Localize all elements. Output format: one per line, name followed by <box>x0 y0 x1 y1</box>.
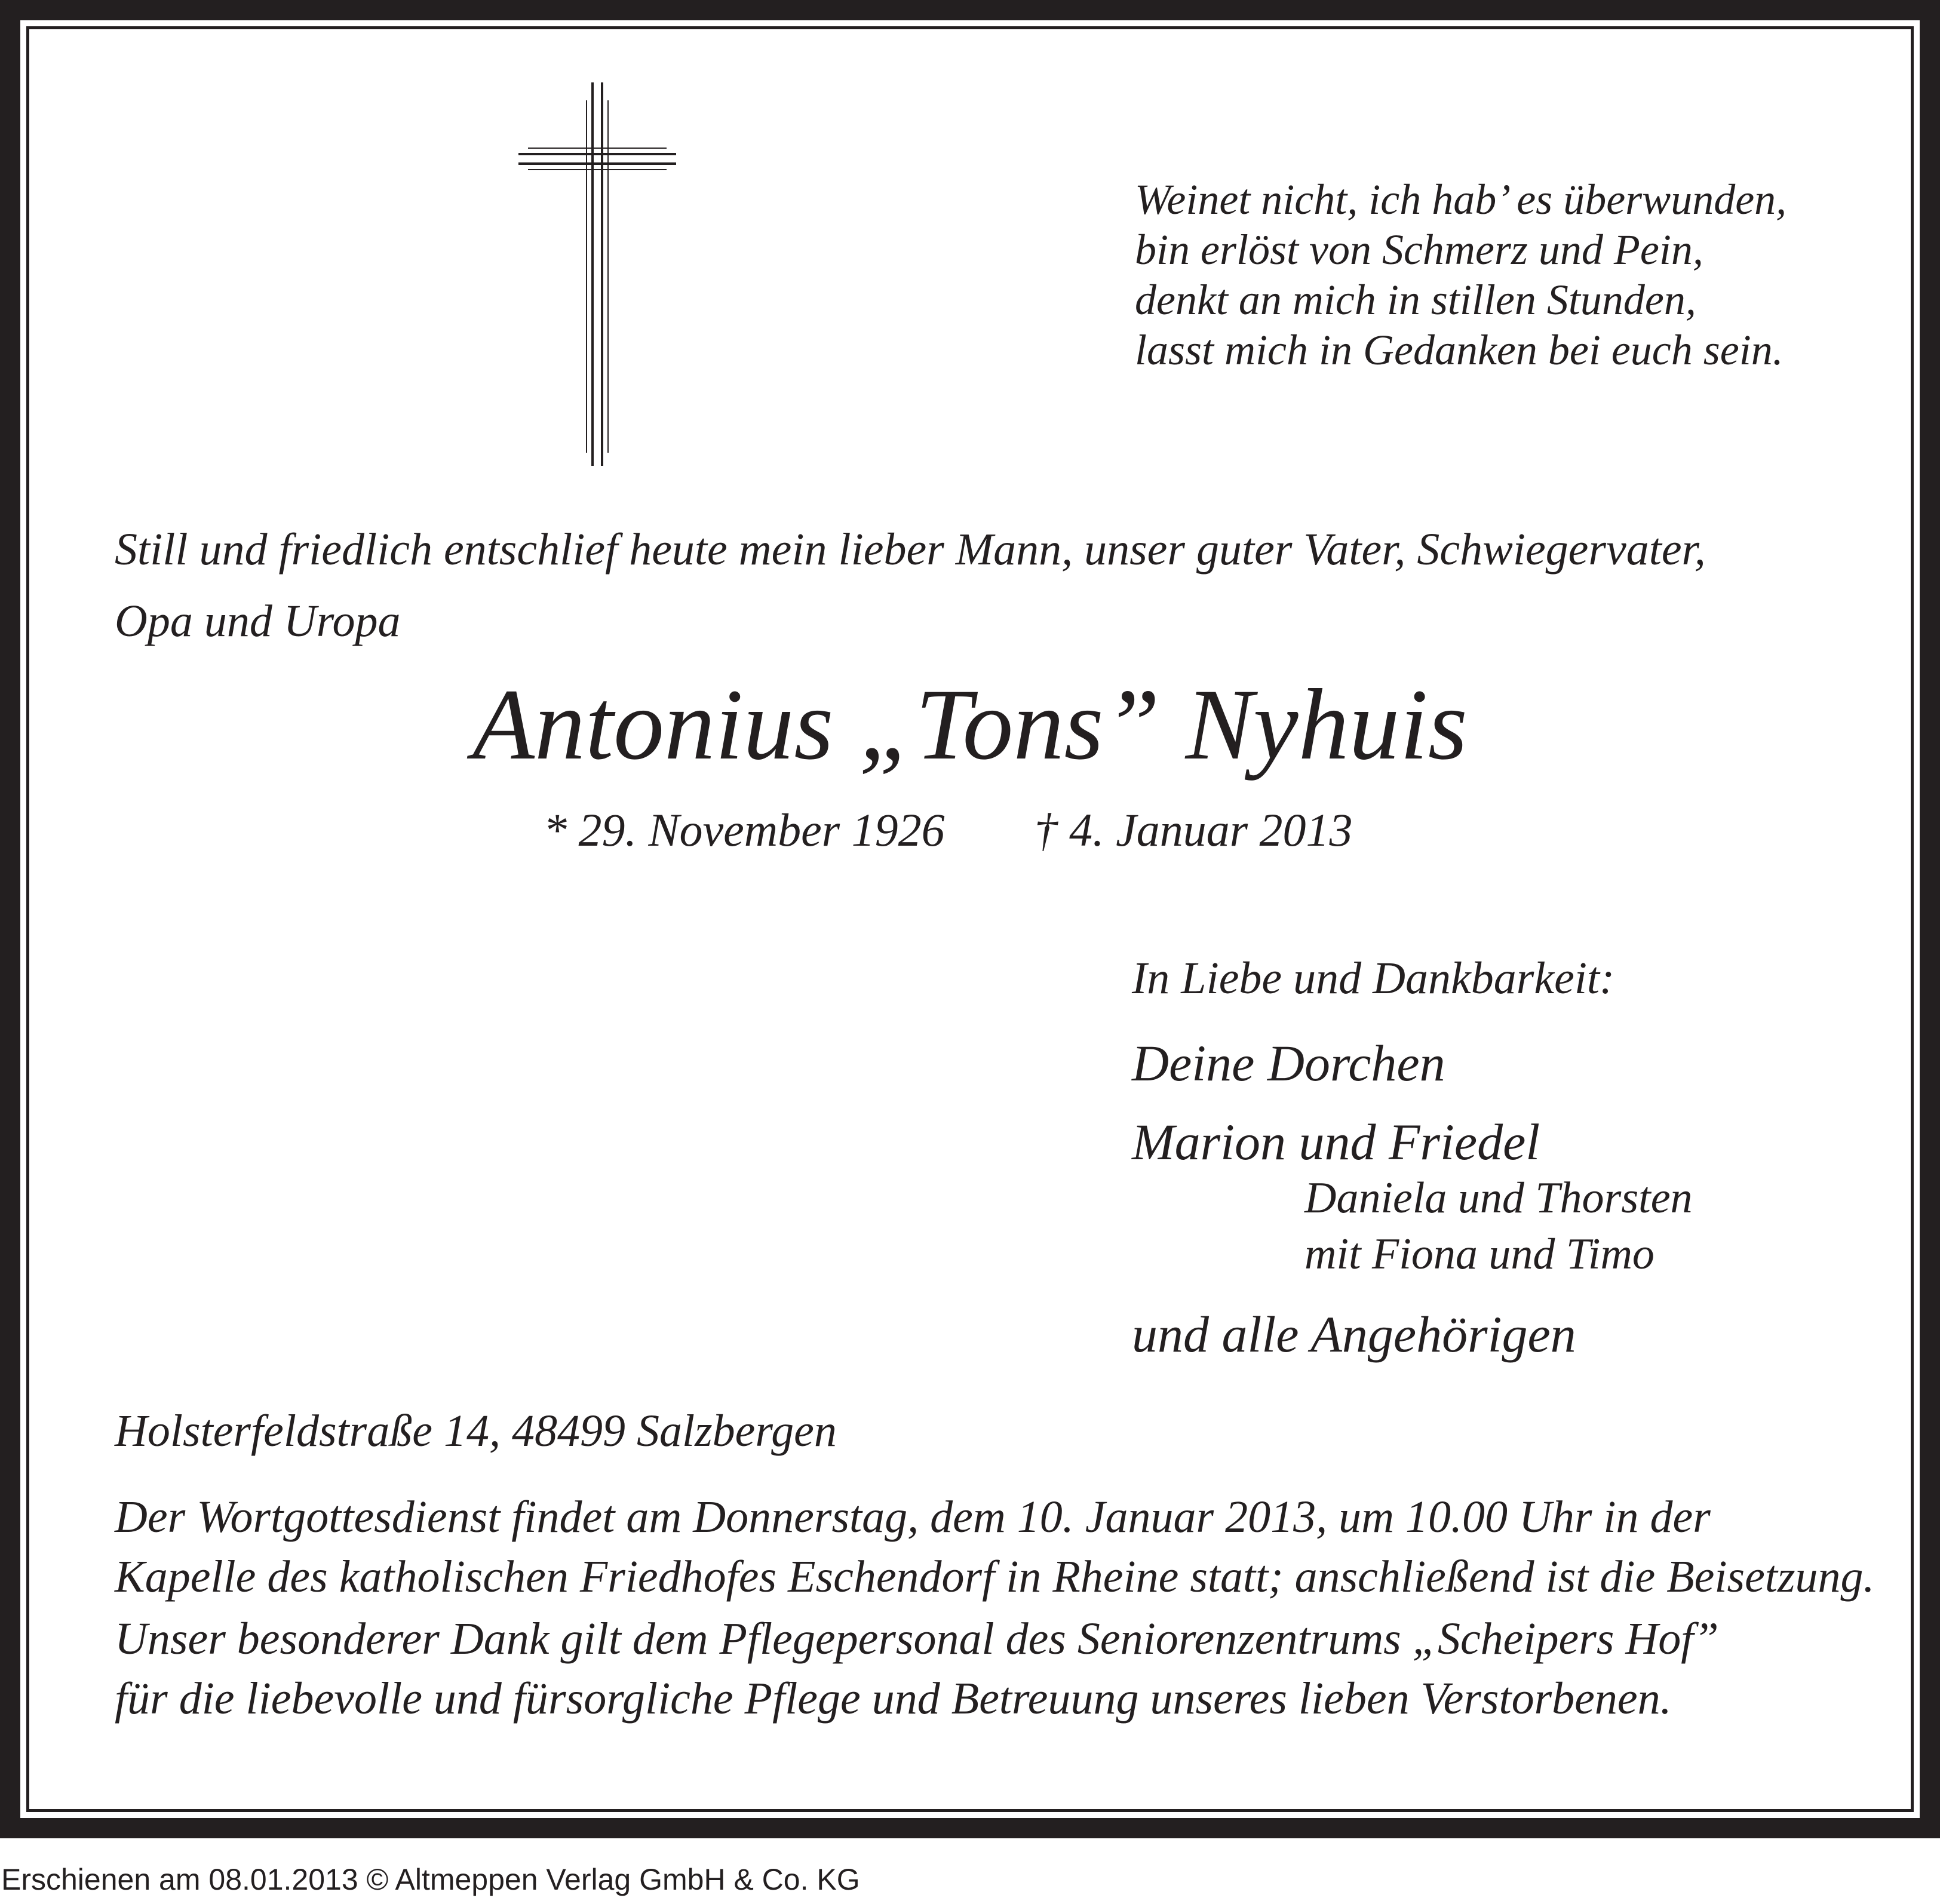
publication-footer: Erschienen am 08.01.2013 © Altmeppen Verlag GmbH & Co. KG <box>1 1863 860 1896</box>
memorial-poem <box>1135 174 1786 375</box>
mourner-line: Deine Dorchen <box>1132 1034 1445 1092</box>
poem-line: denkt an mich in stillen Stunden, <box>1135 276 1696 324</box>
intro-line: Still und friedlich entschlief heute mein lieber Mann, unser guter Vater, Schwiegervater, <box>115 524 1706 575</box>
service-info <box>115 1487 1875 1607</box>
intro-line: Opa und Uropa <box>115 596 401 646</box>
gratitude-line: für die liebevolle und fürsorgliche Pflege und Betreuung unseres lieben Verstorbenen. <box>115 1673 1672 1724</box>
poem-line: Weinet nicht, ich hab’ es überwunden, <box>1135 176 1787 223</box>
life-dates <box>544 800 1353 860</box>
cross-icon <box>518 82 676 466</box>
poem-line: bin erlöst von Schmerz und Pein, <box>1135 226 1703 274</box>
mourner-line: und alle Angehörigen <box>1132 1306 1576 1363</box>
mourner-line: Daniela und Thorsten <box>1304 1174 1693 1223</box>
service-line: Der Wortgottesdienst findet am Donnerstag, dem 10. Januar 2013, um 10.00 Uhr in der <box>115 1492 1711 1542</box>
service-line: Kapelle des katholischen Friedhofes Eschendorf in Rheine statt; anschließend ist die Beisetzung. <box>115 1552 1875 1602</box>
gratitude-line: Unser besonderer Dank gilt dem Pflegepersonal des Seniorenzentrums „Scheipers Hof” <box>115 1614 1719 1664</box>
family-address: Holsterfeldstraße 14, 48499 Salzbergen <box>115 1406 837 1456</box>
deceased-name: Antonius „Tons” Nyhuis <box>472 668 1468 781</box>
announcement-intro <box>115 514 1706 657</box>
mourner-line: Marion und Friedel <box>1132 1113 1540 1171</box>
mourner-line: mit Fiona und Timo <box>1304 1230 1654 1279</box>
gratitude-note <box>115 1609 1719 1728</box>
poem-line: lasst mich in Gedanken bei euch sein. <box>1135 326 1784 374</box>
birth-date: * 29. November 1926 <box>544 804 945 856</box>
mourners-heading: In Liebe und Dankbarkeit: <box>1132 953 1615 1003</box>
death-date: † 4. Januar 2013 <box>1034 804 1353 856</box>
